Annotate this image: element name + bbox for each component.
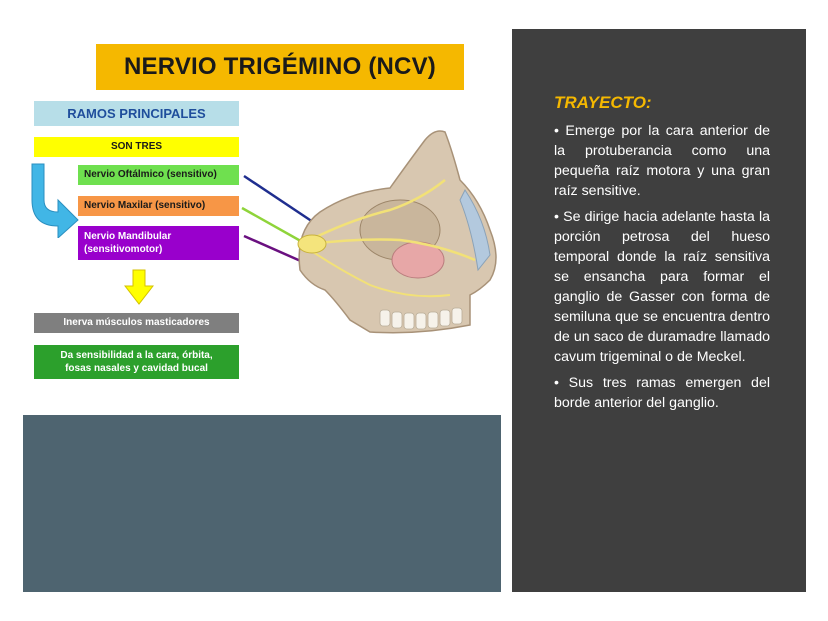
sensibilidad-label — [34, 345, 239, 379]
trayecto-heading: TRAYECTO: — [554, 93, 652, 112]
mandibular-line-2: (sensitivomotor) — [84, 244, 163, 255]
nervio-mandibular-label — [78, 226, 239, 260]
inerva-masticadores-label: Inerva músculos masticadores — [34, 313, 239, 333]
curved-arrow-icon — [28, 160, 80, 238]
trayecto-panel — [512, 29, 806, 592]
down-arrow-icon — [124, 268, 154, 306]
ramos-principales-label: RAMOS PRINCIPALES — [34, 101, 239, 126]
trayecto-item-2: • Se dirige hacia adelante hasta la porción petrosa del hueso temporal donde la raíz sensitiva se ensancha para formar el ganglio de Gasser con forma de semiluna que se encuentra dentro de un saco de duramadre llamado cavum trigeminal o de Meckel. — [554, 209, 770, 365]
lower-panel — [23, 415, 501, 592]
oftalmico-pointer — [244, 176, 316, 224]
trayecto-item-3: • Sus tres ramas emergen del borde anterior del ganglio. — [554, 375, 770, 411]
slide-title: NERVIO TRIGÉMINO (NCV) — [96, 44, 464, 90]
nervio-maxilar-label: Nervio Maxilar (sensitivo) — [78, 196, 239, 216]
sensibilidad-line-2: fosas nasales y cavidad bucal — [65, 363, 208, 374]
skull-illustration — [240, 120, 504, 342]
son-tres-label: SON TRES — [34, 137, 239, 157]
mandibular-line-1: Nervio Mandibular — [84, 230, 172, 242]
sensibilidad-line-1: Da sensibilidad a la cara, órbita, — [60, 349, 213, 361]
trayecto-item-1: • Emerge por la cara anterior de la protuberancia como una pequeña raíz motora y una gran raíz sensitive. — [554, 123, 770, 199]
nervio-oftalmico-label: Nervio Oftálmico (sensitivo) — [78, 165, 239, 185]
